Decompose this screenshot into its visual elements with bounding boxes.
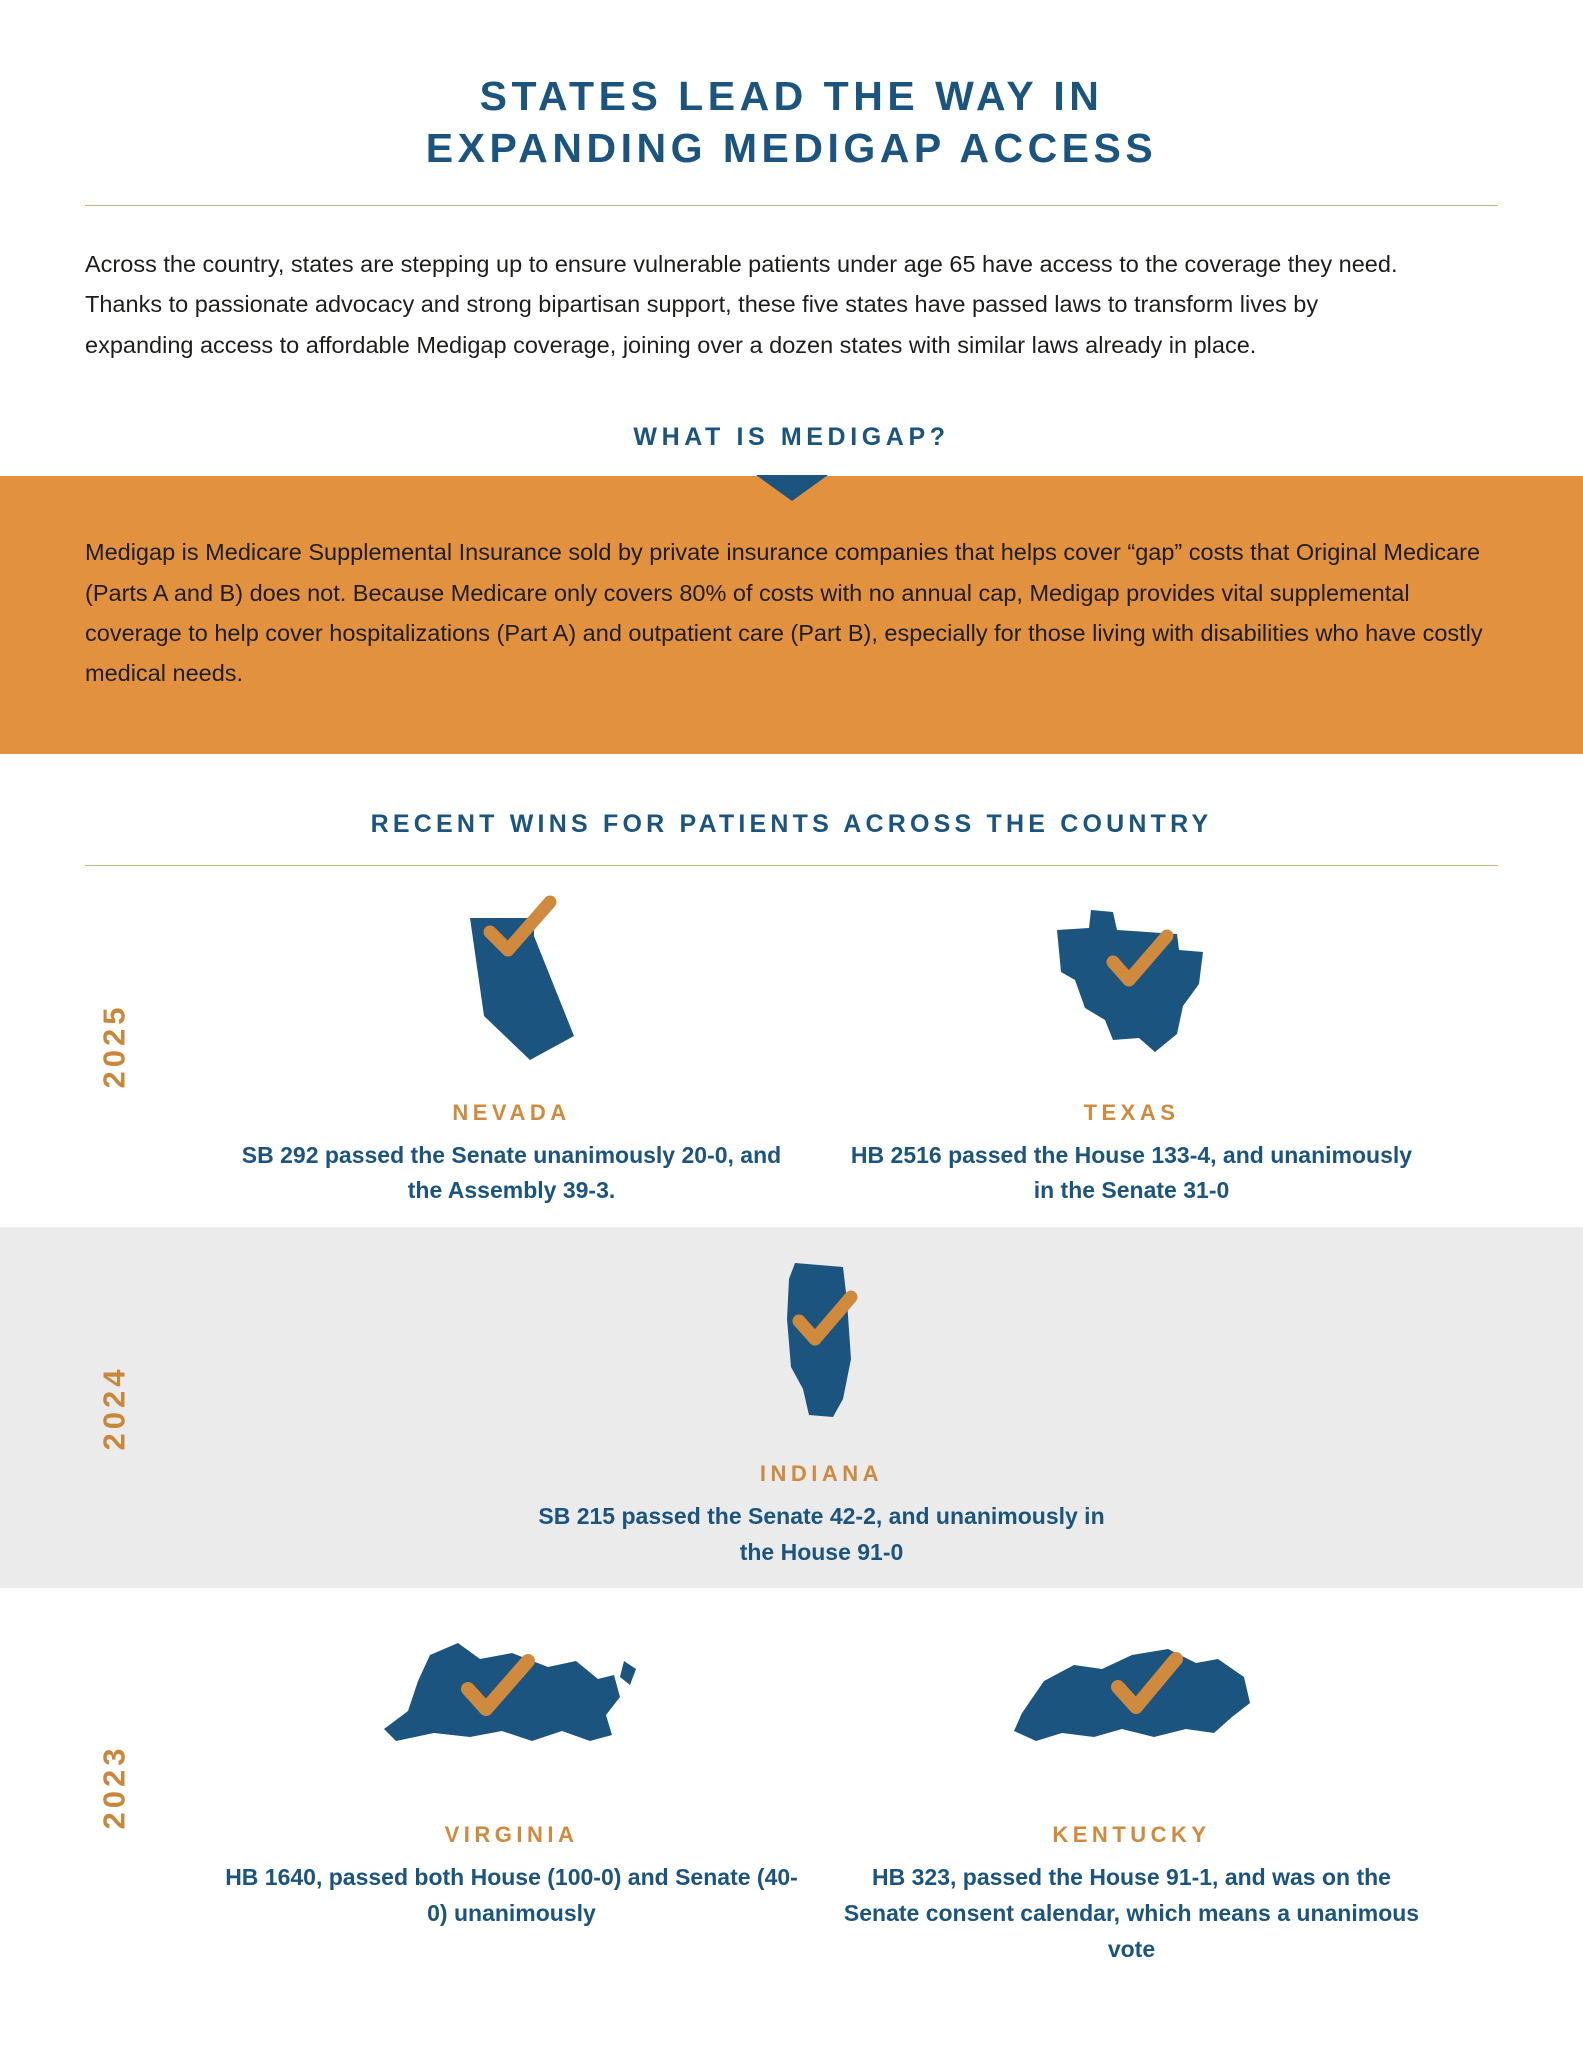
state-card-kentucky xyxy=(822,1610,1442,1967)
page-title xyxy=(0,0,1583,175)
nevada-map xyxy=(222,888,802,1088)
intro-paragraph: Across the country, states are stepping up to ensure vulnerable patients under age 65 have access to the coverage they need. Thanks to passionate advocacy and strong bipartisan support, these five states have passed laws to transform lives by expanding access to affordable Medigap coverage, joining over a dozen states with similar laws already in place. xyxy=(85,250,1398,358)
title-divider xyxy=(85,205,1498,206)
state-name: NEVADA xyxy=(452,1099,571,1125)
page-title-line-1: STATES LEAD THE WAY IN xyxy=(479,73,1104,119)
wins-heading: RECENT WINS FOR PATIENTS ACROSS THE COUNTRY xyxy=(370,809,1213,838)
year-label-2025: 2025 xyxy=(96,1003,132,1089)
texas-map xyxy=(842,888,1422,1088)
state-description: SB 292 passed the Senate unanimously 20-0, and the Assembly 39-3. xyxy=(241,1141,782,1204)
year-row xyxy=(0,1227,1583,1588)
kentucky-map xyxy=(842,1610,1422,1810)
texas-map-shape xyxy=(1027,888,1237,1088)
medigap-heading: WHAT IS MEDIGAP? xyxy=(633,423,950,452)
state-card-virginia xyxy=(202,1610,822,1967)
indiana-map xyxy=(532,1249,1112,1449)
state-card-nevada xyxy=(202,888,822,1209)
state-name: TEXAS xyxy=(1083,1099,1180,1125)
medigap-callout xyxy=(0,476,1583,754)
kentucky-map-shape xyxy=(982,1625,1282,1795)
state-name: INDIANA xyxy=(759,1461,884,1487)
medigap-paragraph: Medigap is Medicare Supplemental Insurance sold by private insurance companies that helps cover “gap” costs that Original Medicare (Parts A and B) does not. Because Medicare only covers 80% of costs with no annual cap, Medigap provides vital supplemental coverage to help cover hospitalizations (Part A) and outpatient care (Part B), especially for those living with disabilities who have costly medical needs. xyxy=(85,539,1483,687)
virginia-map xyxy=(222,1610,802,1810)
year-row xyxy=(0,866,1583,1227)
state-description: HB 323, passed the House 91-1, and was on the Senate consent calendar, which means a unanimous vote xyxy=(843,1864,1420,1962)
state-name: VIRGINIA xyxy=(444,1822,579,1848)
medigap-heading-wrap xyxy=(0,423,1583,452)
state-description: SB 215 passed the Senate 42-2, and unanimously in the House 91-0 xyxy=(538,1503,1105,1565)
state-description: HB 1640, passed both House (100-0) and Senate (40-0) unanimously xyxy=(225,1864,798,1926)
state-description: HB 2516 passed the House 133-4, and unanimously in the Senate 31-0 xyxy=(850,1141,1413,1204)
indiana-map-shape xyxy=(747,1249,897,1449)
nevada-map-shape xyxy=(422,888,602,1088)
year-label-2024: 2024 xyxy=(96,1365,132,1451)
down-arrow-icon xyxy=(756,475,828,501)
virginia-map-shape xyxy=(362,1625,662,1795)
page-title-line-2: EXPANDING MEDIGAP ACCESS xyxy=(425,125,1158,172)
state-card-texas xyxy=(822,888,1442,1209)
year-label-2023: 2023 xyxy=(96,1744,132,1830)
state-name: KENTUCKY xyxy=(1052,1822,1211,1848)
state-card-indiana xyxy=(512,1249,1132,1570)
year-row xyxy=(0,1588,1583,1985)
